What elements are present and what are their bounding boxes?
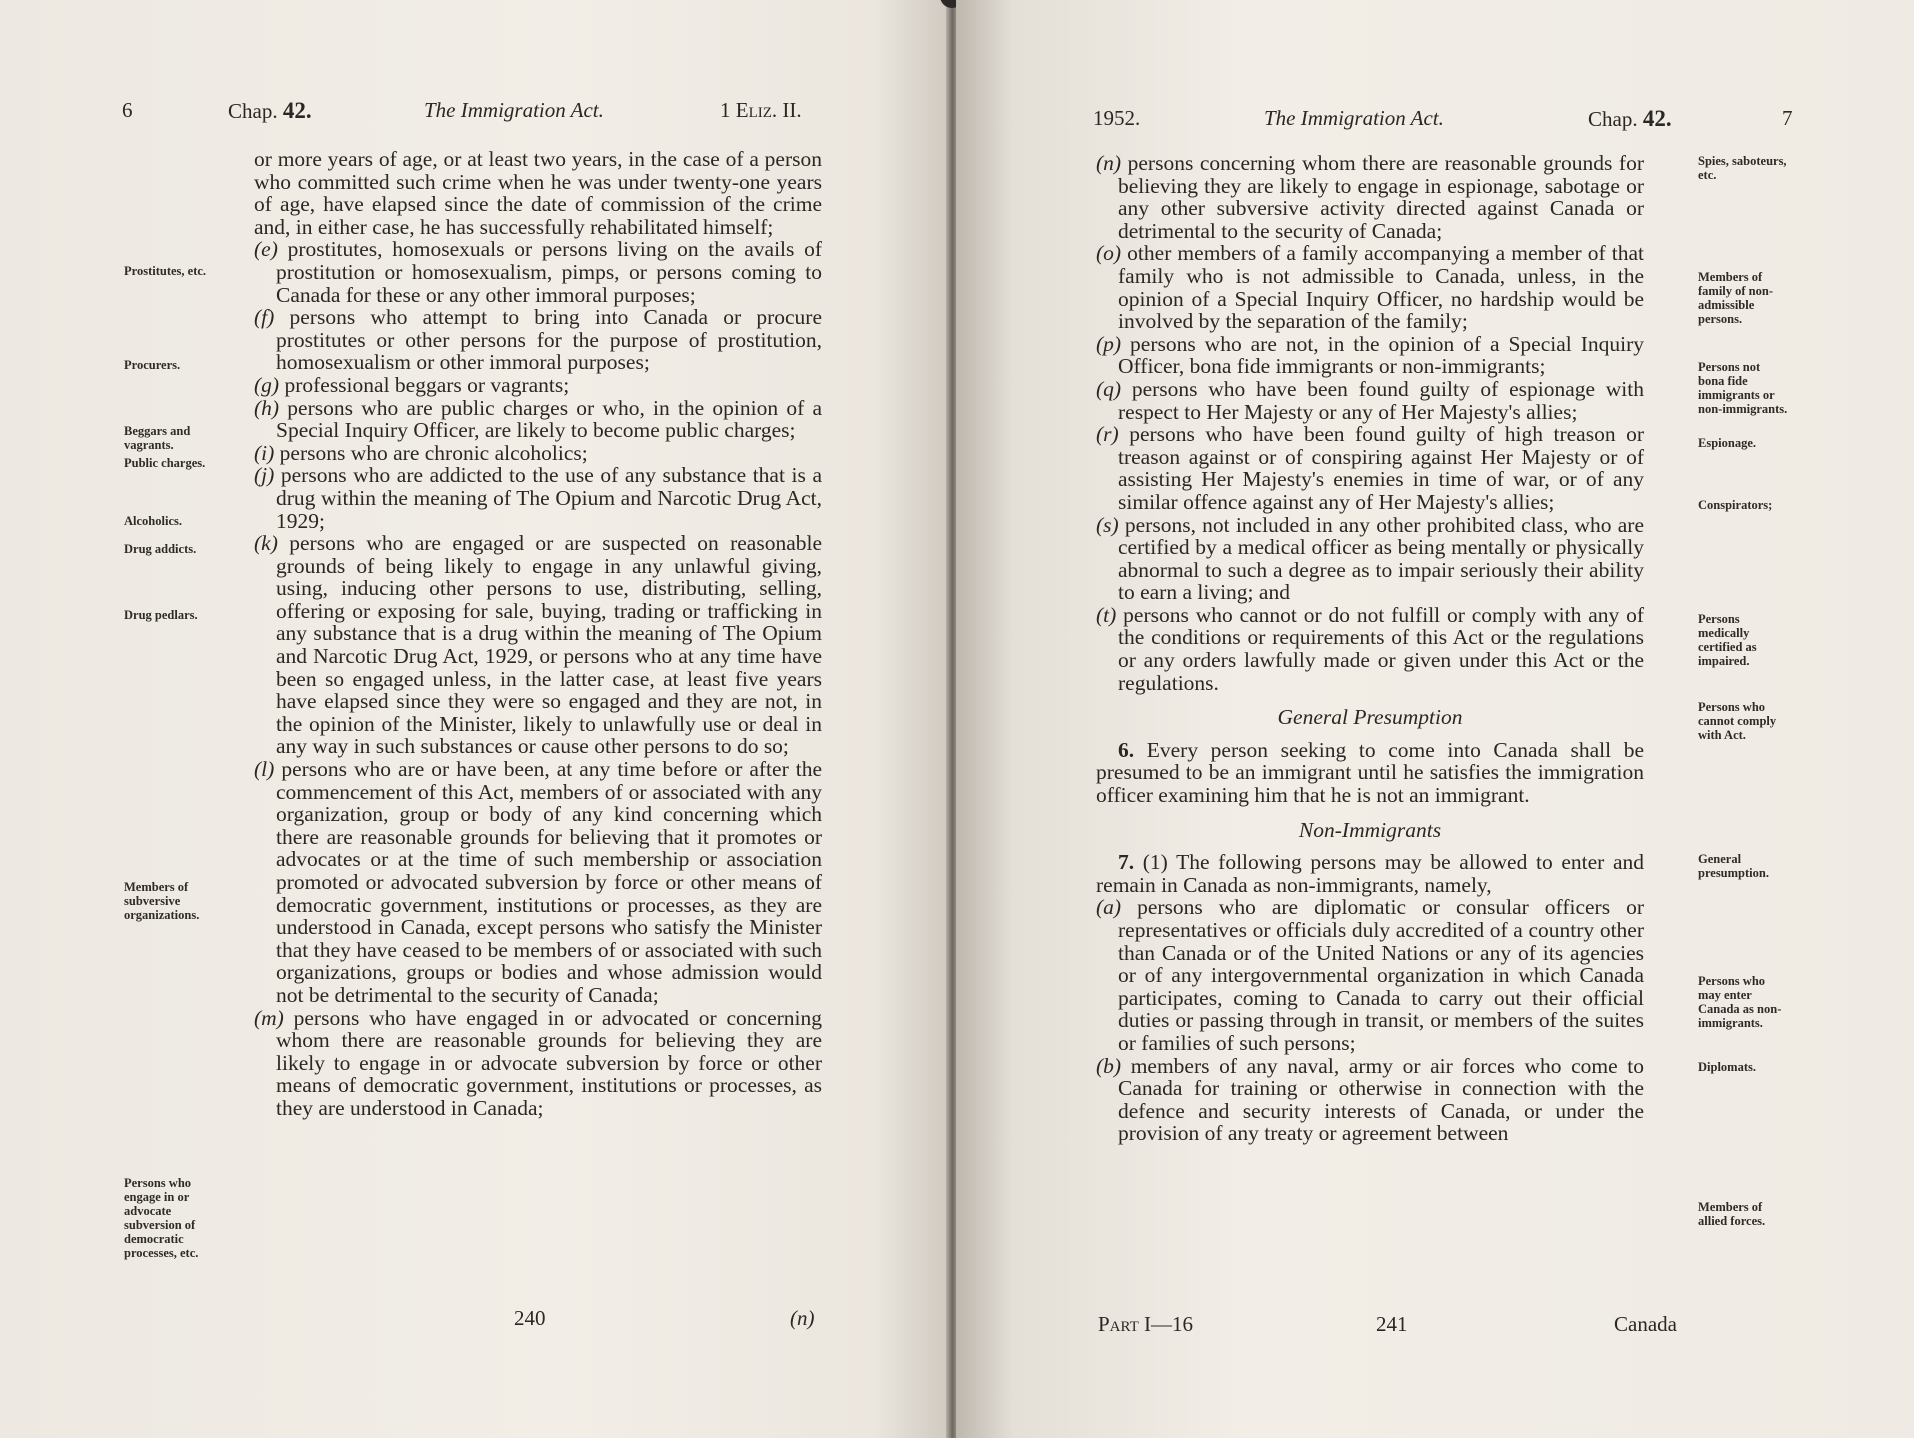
section-number: 6. — [1118, 737, 1135, 762]
paragraph: (g) professional beggars or vagrants; — [254, 372, 570, 397]
right-footer-page-number: 241 — [1376, 1312, 1408, 1336]
paragraph: (p) persons who are not, in the opinion of a Special Inquiry Officer, bona fide immigrants or non-immigrants; — [1096, 331, 1644, 379]
margin-note: Conspirators; — [1698, 498, 1773, 512]
section-number: 7. — [1118, 850, 1135, 875]
margin-note: Persons medically certified as impaired. — [1698, 612, 1757, 668]
margin-note: Prostitutes, etc. — [124, 264, 207, 278]
margin-note: Persons who cannot comply with Act. — [1698, 700, 1777, 742]
margin-note: Alcoholics. — [124, 514, 182, 528]
right-page-number: 7 — [1782, 106, 1793, 130]
paragraph: (n) persons concerning whom there are reasonable grounds for believing they are likely to engage in espionage, sabotage or any other subversive activity directed against Canada or detrimental to the security of Canada; — [1096, 151, 1644, 243]
margin-note: Diplomats. — [1698, 1060, 1756, 1074]
margin-note: Persons who engage in or advocate subversion of democratic processes, etc. — [124, 1176, 199, 1260]
section-heading: General Presumption — [1277, 705, 1463, 730]
paragraph: (q) persons who have been found guilty of espionage with respect to Her Majesty or any of Her Majesty's allies; — [1096, 376, 1644, 424]
right-running-title: The Immigration Act. — [1264, 106, 1444, 130]
margin-note: Persons who may enter Canada as non-immigrants. — [1698, 974, 1782, 1030]
paragraph: (m) persons who have engaged in or advocated or concerning whom there are reasonable grounds for believing they are likely to engage in or advocate subversion by force or other means of democratic government, institutions or processes, as they are understood in Canada; — [254, 1005, 823, 1120]
right-year: 1952. — [1093, 106, 1141, 130]
right-page — [956, 0, 1914, 1438]
margin-note: Spies, saboteurs, etc. — [1698, 154, 1787, 182]
left-footer-page-number: 240 — [514, 1306, 546, 1330]
paragraph: (b) members of any naval, army or air forces who come to Canada for training or otherwise in connection with the defence and security interests of Canada, or under the provision of any treaty or agreement between — [1096, 1053, 1644, 1146]
section-7: 7. (1) The following persons may be allowed to enter and remain in Canada as non-immigrants, namely, — [1096, 850, 1644, 897]
margin-note: Drug addicts. — [124, 542, 197, 556]
margin-note: General presumption. — [1698, 852, 1769, 880]
left-page — [0, 0, 950, 1438]
left-chapter: Chap. 42. — [228, 98, 312, 123]
right-body — [1096, 152, 1644, 1145]
paragraph: (i) persons who are chronic alcoholics; — [254, 440, 588, 465]
left-body — [254, 148, 822, 1120]
right-chapter: Chap. 42. — [1588, 106, 1672, 131]
paragraph: (t) persons who cannot or do not fulfill or comply with any of the conditions or requirements of this Act or the regulations or any orders lawfully made or given under this Act or the regulations. — [1096, 602, 1644, 695]
margin-note: Members of subversive organizations. — [124, 880, 200, 922]
right-footer-catchword: Canada — [1614, 1312, 1677, 1336]
left-footer-catchword: (n) — [790, 1306, 815, 1330]
section-heading: Non-Immigrants — [1298, 817, 1442, 842]
margin-note: Procurers. — [124, 358, 181, 372]
paragraph: (a) persons who are diplomatic or consular officers or representatives or officials duly accredited of a country other than Canada or of the United Nations or any of its agencies or of any intergovernmental organization in which Canada participates, coming to Canada to carry out their official duties or passing through in transit, or members of the suites or families of such persons; — [1096, 895, 1644, 1055]
margin-note: Persons not bona fide immigrants or non-immigrants. — [1698, 360, 1788, 416]
section-6: 6. Every person seeking to come into Canada shall be presumed to be an immigrant until he satisfies the immigration officer examining him that he is not an immigrant. — [1096, 737, 1644, 808]
right-chapter-number: 42. — [1642, 106, 1672, 131]
right-footer-part: Part I—16 — [1098, 1312, 1194, 1336]
margin-note: Drug pedlars. — [124, 608, 198, 622]
paragraph: (j) persons who are addicted to the use of any substance that is a drug within the meaning of The Opium and Narcotic Drug Act, 1929; — [254, 463, 823, 533]
margin-note: Espionage. — [1698, 436, 1757, 450]
left-chapter-number: 42. — [282, 98, 312, 123]
paragraph: (f) persons who attempt to bring into Canada or procure prostitutes or other persons for the purpose of prostitution, homosexualism or other immoral purposes; — [254, 305, 823, 375]
paragraph: (h) persons who are public charges or who, in the opinion of a Special Inquiry Officer, are likely to become public charges; — [254, 395, 823, 443]
margin-note: Members of family of non-admissible persons. — [1698, 270, 1773, 326]
paragraph: (l) persons who are or have been, at any time before or after the commencement of this Act, members of or associated with any organization, group or body of any kind concerning which there are reasonable grounds for believing that it promotes or advocates or at the time of such membership or association promoted or advocated subversion by force or other means of democratic government, institutions or processes, as they are understood in Canada, except persons who satisfy the Minister that they have ceased to be members of or associated with such organizations, groups or bodies and whose admission would not be detrimental to the security of Canada; — [254, 757, 822, 1007]
paragraph: (e) prostitutes, homosexuals or persons living on the avails of prostitution or homosexualism, pimps, or persons coming to Canada for these or any other immoral purposes; — [254, 237, 823, 307]
paragraph: (r) persons who have been found guilty of high treason or treason against or of conspiring against Her Majesty or of assisting Her Majesty's enemies in time of war, or of any similar offence against any of Her Majesty's allies; — [1096, 422, 1645, 514]
paragraph: (o) other members of a family accompanying a member of that family who is not admissible to Canada, unless, in the opinion of a Special Inquiry Officer, no hardship would be involved by the separation of the family; — [1096, 241, 1645, 334]
margin-note: Beggars and vagrants. — [124, 424, 191, 452]
left-regnal-year: 1 Eliz. II. — [720, 98, 802, 122]
paragraph: or more years of age, or at least two years, in the case of a person who committed such crime when he was under twenty-one years of age, have elapsed since the date of commission of the crime and, in either case, he has successfully rehabilitated himself; — [254, 147, 822, 239]
left-page-number: 6 — [122, 98, 133, 122]
left-running-title: The Immigration Act. — [424, 98, 604, 122]
margin-note: Public charges. — [124, 456, 206, 470]
margin-note: Members of allied forces. — [1698, 1200, 1766, 1228]
paragraph: (k) persons who are engaged or are suspected on reasonable grounds of being likely to engage in any unlawful giving, using, inducing other persons to use, distributing, selling, offering or exposing for sale, buying, trading or trafficking in any substance that is a drug within the meaning of The Opium and Narcotic Drug Act, 1929, or persons who at any time have been so engaged unless, in the latter case, at least five years have elapsed since they were so engaged and they are not, in the opinion of the Minister, likely to unlawfully use or deal in any way in such substances or cause other persons to do so; — [254, 531, 822, 759]
paragraph: (s) persons, not included in any other prohibited class, who are certified by a medical officer as being mentally or physically abnormal to such a degree as to impair seriously their ability to earn a living; and — [1096, 512, 1644, 605]
